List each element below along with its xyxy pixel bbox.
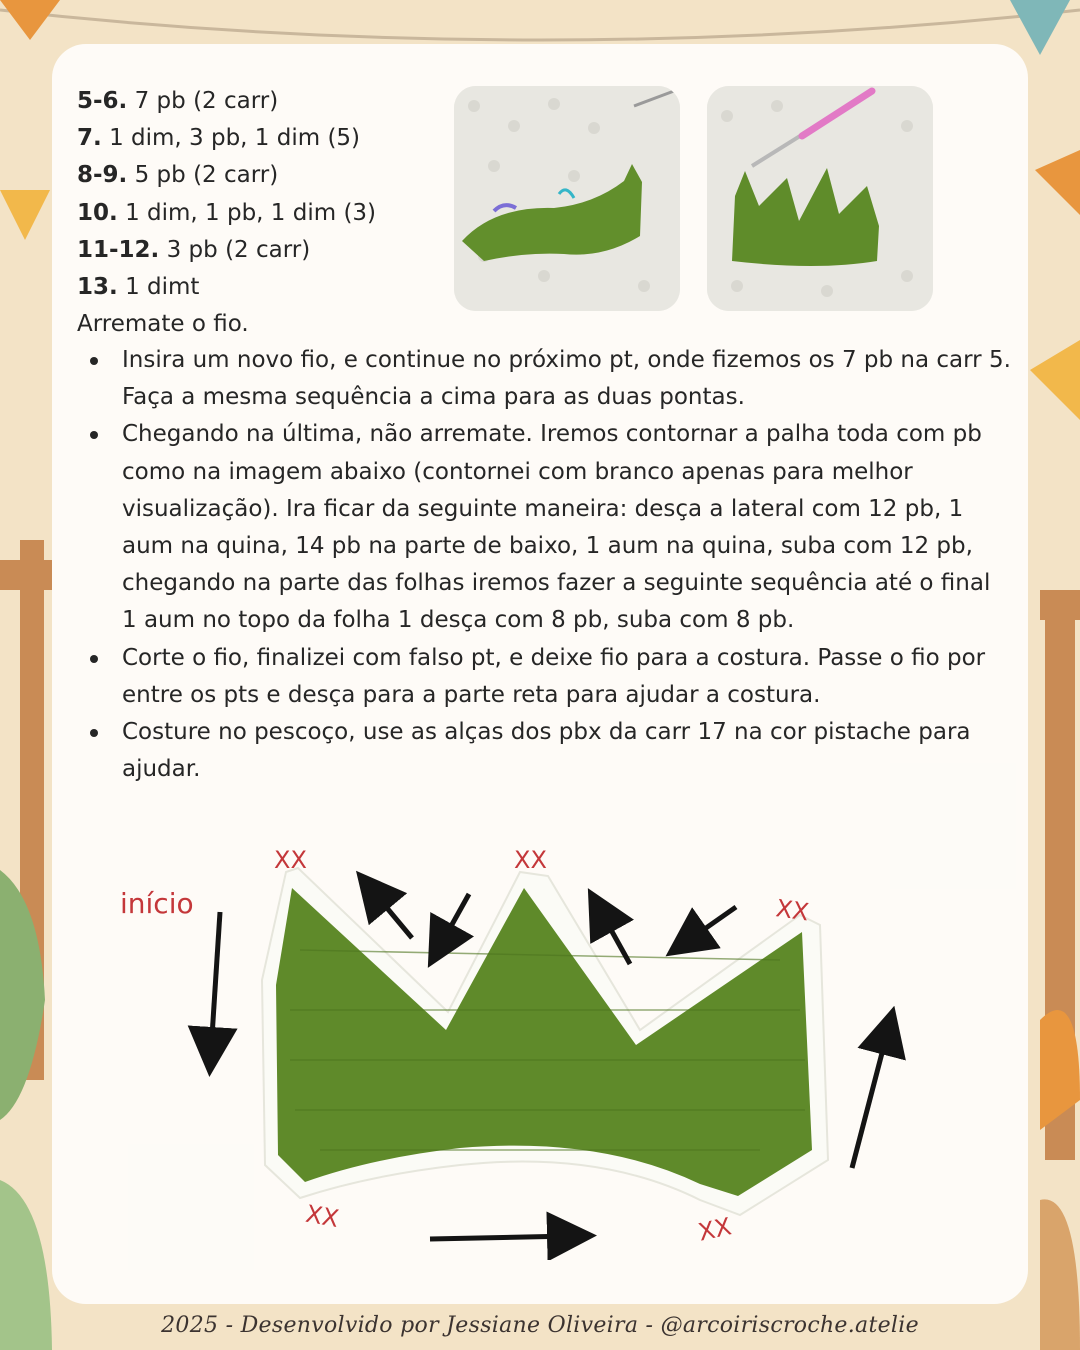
finish-text: Arremate o fio.	[77, 311, 249, 338]
list-item	[122, 714, 1012, 788]
arrow-bottom-right	[430, 1236, 572, 1239]
step-text: 1 dim, 1 pb, 1 dim (3)	[125, 199, 377, 226]
corner-mark: XX	[695, 1212, 734, 1247]
arrow-up-right	[852, 1030, 888, 1168]
step-list	[77, 83, 376, 343]
arrow-up-leaf-one	[372, 890, 412, 938]
bullet-icon	[90, 729, 98, 737]
step-row	[77, 232, 376, 269]
list-item	[122, 640, 1012, 714]
crochet-strip-image	[454, 86, 680, 311]
instruction-list	[122, 342, 1012, 788]
step-text: 7 pb (2 carr)	[134, 88, 279, 114]
corner-mark: XX	[774, 894, 811, 927]
arrow-down-leaf-one	[440, 894, 469, 946]
step-row	[77, 120, 376, 157]
list-item	[122, 416, 1012, 639]
step-text: 1 dim, 3 pb, 1 dim (5)	[109, 125, 361, 152]
step-row	[77, 269, 376, 306]
bullet-text: Insira um novo fio, e continue no próximo pt, onde fizemos os 7 pb na carr 5. Faça a mesma sequência a cima para as duas pontas.	[122, 347, 1011, 411]
progress-photo-one	[454, 86, 680, 311]
step-number: 5-6.	[77, 88, 128, 114]
start-label: início	[120, 887, 194, 920]
bullet-text: Chegando na última, não arremate. Iremos contornar a palha toda com pb como na imagem abaixo (contornei com branco apenas para melhor visualização). Ira ficar da seguinte maneira: desça a lateral com 12 pb, 1 aum na quina, 14 pb na parte de baixo, 1 aum na quina, suba com 12 pb, chegando na parte das folhas iremos fazer a seguinte sequência até o final 1 aum no topo da folha 1 desça com 8 pb, suba com 8 pb.	[122, 421, 991, 634]
step-number: 10.	[77, 199, 118, 226]
step-text: 1 dimt	[125, 274, 200, 301]
corner-mark: XX	[303, 1199, 341, 1234]
step-number: 11-12.	[77, 236, 160, 263]
arrow-down-leaf-two	[686, 907, 736, 942]
footer-credit: 2025 - Desenvolvido por Jessiane Oliveira - @arcoiriscroche.atelie	[161, 1313, 919, 1338]
bullet-icon	[90, 655, 98, 663]
arrow-down-left	[211, 912, 220, 1052]
step-row	[77, 195, 376, 232]
crochet-crown-image	[707, 86, 933, 311]
corner-mark: XX	[274, 846, 307, 874]
step-text: 3 pb (2 carr)	[166, 236, 311, 263]
corner-mark: XX	[514, 846, 547, 874]
step-number: 7.	[77, 125, 102, 152]
step-number: 8-9.	[77, 162, 128, 189]
border-diagram	[0, 820, 1080, 1260]
step-row	[77, 157, 376, 194]
step-text: 5 pb (2 carr)	[134, 162, 279, 189]
bullet-text: Corte o fio, finalizei com falso pt, e deixe fio para a costura. Passe o fio por entre os pts e desça para a parte reta para ajudar a costura.	[122, 644, 986, 708]
progress-photo-two	[707, 86, 933, 311]
step-row	[77, 83, 376, 120]
step-number: 13.	[77, 274, 118, 301]
bullet-icon	[90, 357, 98, 365]
bullet-text: Costure no pescoço, use as alças dos pbx da carr 17 na cor pistache para ajudar.	[122, 719, 971, 783]
list-item	[122, 342, 1012, 416]
